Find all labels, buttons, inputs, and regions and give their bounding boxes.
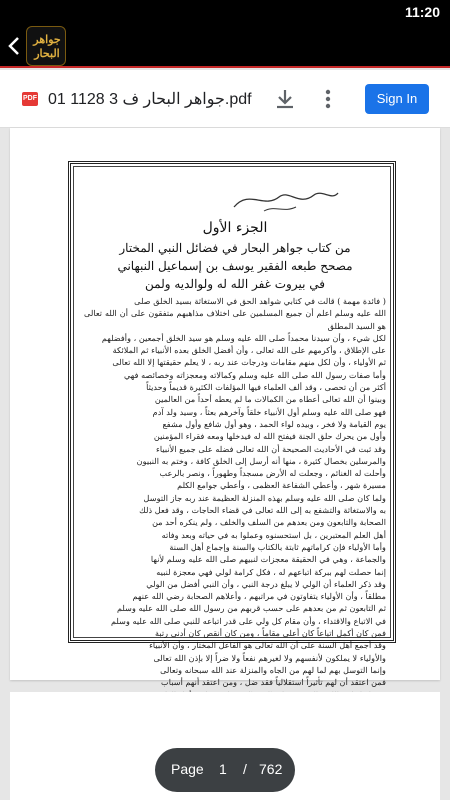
page-body-line: وقد ثبت في الأحاديث الصحيحة أن الله تعالى فضله على جميع الأنبياء — [156, 443, 386, 454]
handwritten-header-mark — [224, 179, 344, 219]
chevron-left-icon — [4, 32, 24, 60]
download-icon — [272, 86, 298, 112]
page-body-text — [84, 295, 386, 688]
more-options-button[interactable] — [318, 86, 338, 112]
page-body-line: وأما صفات رسول الله صلى الله عليه وسلم وكمالاته ومعجزاته وخصائصه فهي — [123, 369, 386, 380]
page-body-line: مسيرة شهر ، وأعطي الشفاعة العظمى ، وأعطي جوامع الكلم — [177, 480, 386, 491]
page-body-line: فمن اعتقد أن لهم تأثيراً استقلالياً فقد ضل ، ومن اعتقد أنهم أسباب — [161, 677, 386, 688]
page-indicator-current: 1 — [219, 761, 227, 777]
page-body-line: يوم القيامة ولا فخر ، وبيده لواء الحمد ، وهو أول شافع وأول مشفع — [162, 418, 386, 429]
pdf-toolbar — [0, 70, 450, 128]
page-body-line: لكل شيء ، وأن سيدنا محمداً صلى الله عليه وسلم هو سيد الخلق أجمعين ، وأفضلهم — [101, 332, 386, 343]
page-body-line: ( فائدة مهمة ) قالت في كتابي شواهد الحق في الاستغاثة بسيد الخلق صلى — [134, 296, 386, 306]
page-frame — [68, 161, 396, 688]
page-body-line: أكثر من أن تحصى ، وقد ألف العلماء فيها المؤلفات الكثيرة قديماً وحديثاً — [146, 382, 386, 393]
page-body-line: وإنما التوسل بهم لما لهم من الجاه والمنزلة عند الله سبحانه وتعالى — [160, 664, 386, 675]
page-body-line: ولما كان صلى الله عليه وسلم بهذه المنزلة العظيمة عند ربه جاز التوسل — [143, 492, 386, 503]
app-logo[interactable] — [26, 26, 66, 66]
page-body-line: مطلقاً ، وأن الأولياء يتفاوتون في مراتبهم ، وأعلاهم الصحابة رضي الله عنهم — [132, 591, 386, 602]
page-body-line: إنما حصلت لهم ببركة اتباعهم له ، فكل كرامة لولي فهي معجزة لنبيه — [156, 566, 386, 577]
app-bar — [0, 24, 450, 68]
page-body-line: فمن كان أكمل اتباعاً كان أعلى مقاماً ، ومن كان أنقص كان أدنى رتبة — [155, 628, 386, 639]
page-body-line: وأما الأولياء فإن كراماتهم ثابتة بالكتاب والسنة وإجماع أهل السنة — [169, 541, 386, 552]
page-body-line: وأحلت له الغنائم ، وجعلت له الأرض مسجداً وطهوراً ، ونصر بالرعب — [159, 468, 386, 479]
page-title-line: من كتاب جواهر البحار في فضائل النبي المختار — [119, 241, 351, 255]
more-vert-icon — [318, 86, 338, 112]
page-body-line: وبينوا أن الله تعالى أعطاه من الكمالات ما لم يعطه أحداً من العالمين — [154, 394, 386, 405]
page-body-line: على الإطلاق ، وأكرمهم على الله تعالى ، وأن أفضل الخلق بعده الأنبياء ثم الملائكة — [112, 345, 386, 356]
page-inner-frame — [73, 166, 391, 688]
page-body-line: والمرسلين بخصال كثيرة ، منها أنه أرسل إلى الخلق كافة ، وختم به النبيون — [136, 455, 386, 466]
pdf-page[interactable] — [10, 128, 440, 688]
page-title-line: مصحح طبعه الفقير يوسف بن إسماعيل النبهاني — [117, 259, 353, 273]
status-time: 11:20 — [404, 4, 440, 20]
file-name: جواهر البحار ف 3 1128 01.pdf — [48, 91, 252, 108]
page-body-line: الله عليه وسلم اعلم أن جميع المسلمين على اختلاف مذاهبهم متفقون على أن الله تعالى هو السيد المطلق — [84, 308, 386, 331]
page-body-line: وأول من يحرك حلق الجنة فيفتح الله له فيدخلها ومعه فقراء المؤمنين — [153, 431, 386, 442]
page-indicator[interactable] — [155, 748, 295, 792]
page-indicator-label: Page — [171, 761, 204, 777]
page-body-line: ثم الأولياء ، وأن لكل منهم مقامات ودرجات عند ربه ، لا يعلم حقيقتها إلا الله تعالى — [112, 357, 386, 368]
page-body-line: والجماعة ، وهي في الحقيقة معجزات لنبيهم صلى الله عليه وسلم لأنها — [150, 554, 386, 565]
page-body-line: فهو صلى الله عليه وسلم أول الأنبياء خلقاً وآخرهم بعثاً ، وسيد ولد آدم — [152, 406, 386, 417]
page-body-line: الصحابة والتابعون ومن بعدهم من السلف والخلف ، ولم ينكره أحد من — [152, 517, 386, 528]
sign-in-button[interactable]: Sign In — [365, 84, 429, 114]
page-body-line: في الاتباع والاقتداء ، وأن مقام كل ولي على قدر اتباعه للنبي صلى الله عليه وسلم — [110, 615, 386, 626]
page-title-block — [74, 217, 396, 293]
page-body-line: به والاستغاثة والتشفع به إلى الله تعالى في قضاء الحاجات ، وقد فعل ذلك — [139, 505, 386, 516]
back-button[interactable] — [4, 32, 24, 60]
page-indicator-total: 762 — [259, 761, 283, 777]
app-logo-text: جواهر البحار — [33, 33, 61, 60]
page-indicator-separator: / — [243, 761, 247, 777]
page-body-line: والأولياء لا يملكون لأنفسهم ولا لغيرهم نفعاً ولا ضراً إلا بإذن الله تعالى — [153, 652, 386, 663]
page-title-line: في بيروت غفر الله له ولوالديه ولمن — [145, 277, 325, 291]
download-button[interactable] — [272, 86, 298, 112]
status-bar — [0, 0, 450, 24]
page-body-line: وقد أجمع أهل السنة على أن الله تعالى هو الفاعل المختار ، وأن الأنبياء — [149, 640, 386, 651]
page-body-line: ثم التابعون ثم من بعدهم على حسب قربهم من رسول الله صلى الله عليه وسلم — [116, 603, 386, 614]
pdf-file-icon: PDF — [22, 92, 38, 106]
page-heading: الجزء الأول — [202, 220, 268, 236]
page-body-line: أهل العلم المعتبرين ، بل استحسنوه وعملوا به في حياته وبعد وفاته — [161, 529, 386, 540]
page-body-line: وقد ذكر العلماء أن الولي لا يبلغ درجة النبي ، وأن النبي أفضل من الولي — [146, 578, 386, 589]
